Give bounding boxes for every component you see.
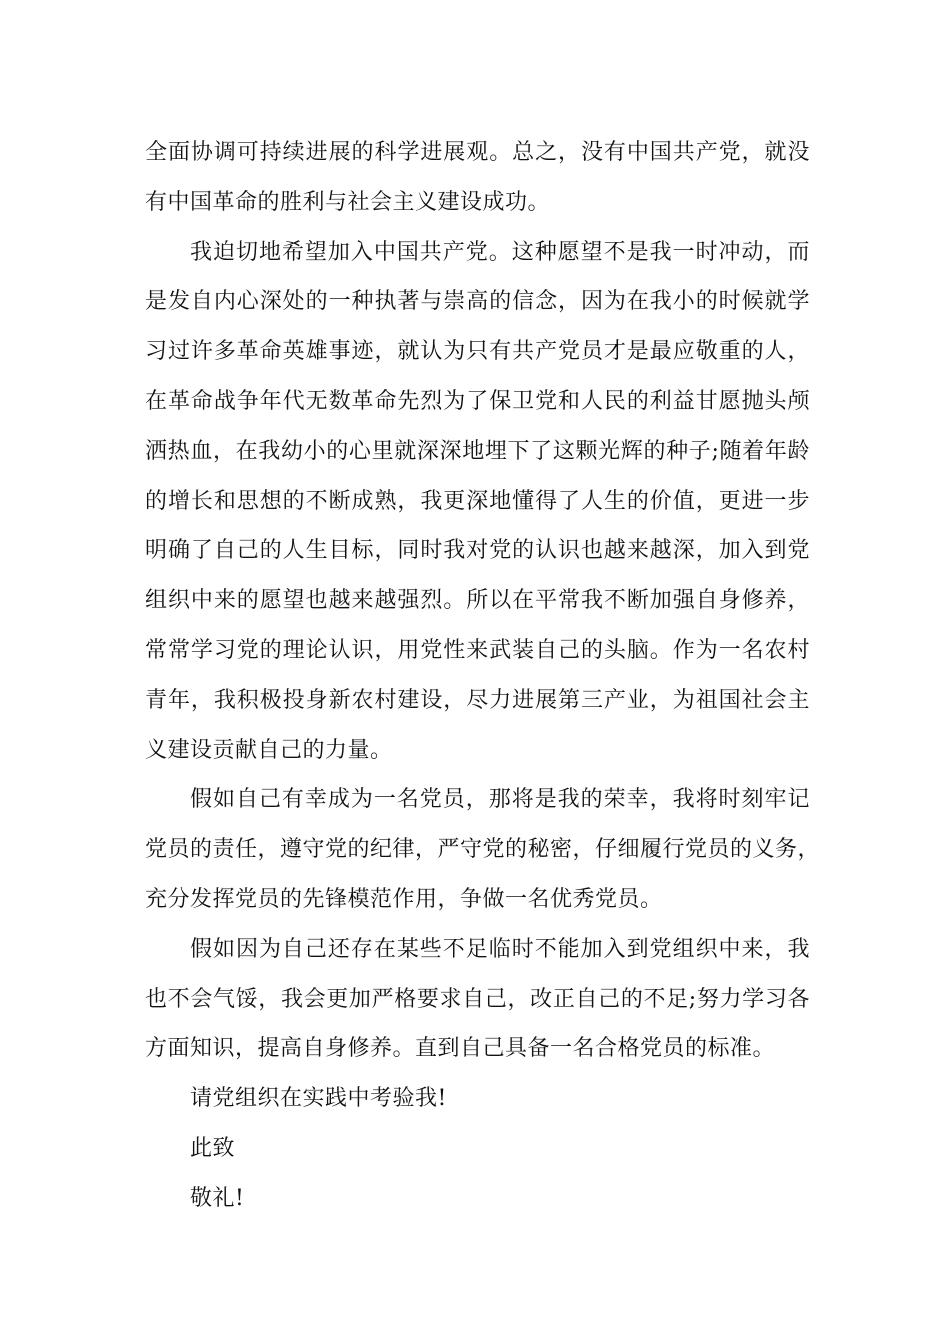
text-line: 充分发挥党员的先锋模范作用，争做一名优秀党员。 — [145, 886, 663, 912]
text-line: 全面协调可持续进展的科学进展观。总之，没有中国共产党，就没 — [145, 140, 810, 165]
text-line: 我迫切地希望加入中国共产党。这种愿望不是我一时冲动，而 — [190, 239, 810, 265]
text-line: 此致 — [190, 1135, 236, 1161]
text-line: 义建设贡献自己的力量。 — [145, 737, 393, 763]
text-line: 的增长和思想的不断成熟，我更深地懂得了人生的价值，更进一步 — [145, 488, 810, 514]
text-line: 方面知识，提高自身修养。直到自己具备一名合格党员的标准。 — [145, 1036, 776, 1062]
text-line: 青年，我积极投身新农村建设，尽力进展第三产业，为祖国社会主 — [145, 687, 810, 713]
text-line: 假如自己有幸成为一名党员，那将是我的荣幸，我将时刻牢记 — [190, 787, 810, 813]
text-line: 请党组织在实践中考验我! — [190, 1086, 447, 1112]
letter-body — [145, 128, 821, 1224]
text-line: 洒热血，在我幼小的心里就深深地埋下了这颗光辉的种子;随着年龄 — [145, 438, 810, 464]
text-line: 有中国革命的胜利与社会主义建设成功。 — [145, 189, 551, 215]
text-line: 党员的责任，遵守党的纪律，严守党的秘密，仔细履行党员的义务， — [145, 837, 821, 863]
text-line: 组织中来的愿望也越来越强烈。所以在平常我不断加强自身修养， — [145, 588, 810, 614]
text-line: 明确了自己的人生目标，同时我对党的认识也越来越深，加入到党 — [145, 538, 810, 564]
text-line: 假如因为自己还存在某些不足临时不能加入到党组织中来，我 — [190, 936, 810, 962]
text-line: 也不会气馁，我会更加严格要求自己，改正自己的不足;努力学习各 — [145, 986, 810, 1012]
text-line: 习过许多革命英雄事迹，就认为只有共产党员才是最应敬重的人， — [145, 339, 810, 365]
text-line: 是发自内心深处的一种执著与崇高的信念，因为在我小的时候就学 — [145, 289, 810, 315]
text-line: 在革命战争年代无数革命先烈为了保卫党和人民的利益甘愿抛头颅 — [145, 388, 810, 414]
text-line: 敬礼! — [190, 1185, 245, 1211]
text-line: 常常学习党的理论认识，用党性来武装自己的头脑。作为一名农村 — [145, 637, 810, 663]
